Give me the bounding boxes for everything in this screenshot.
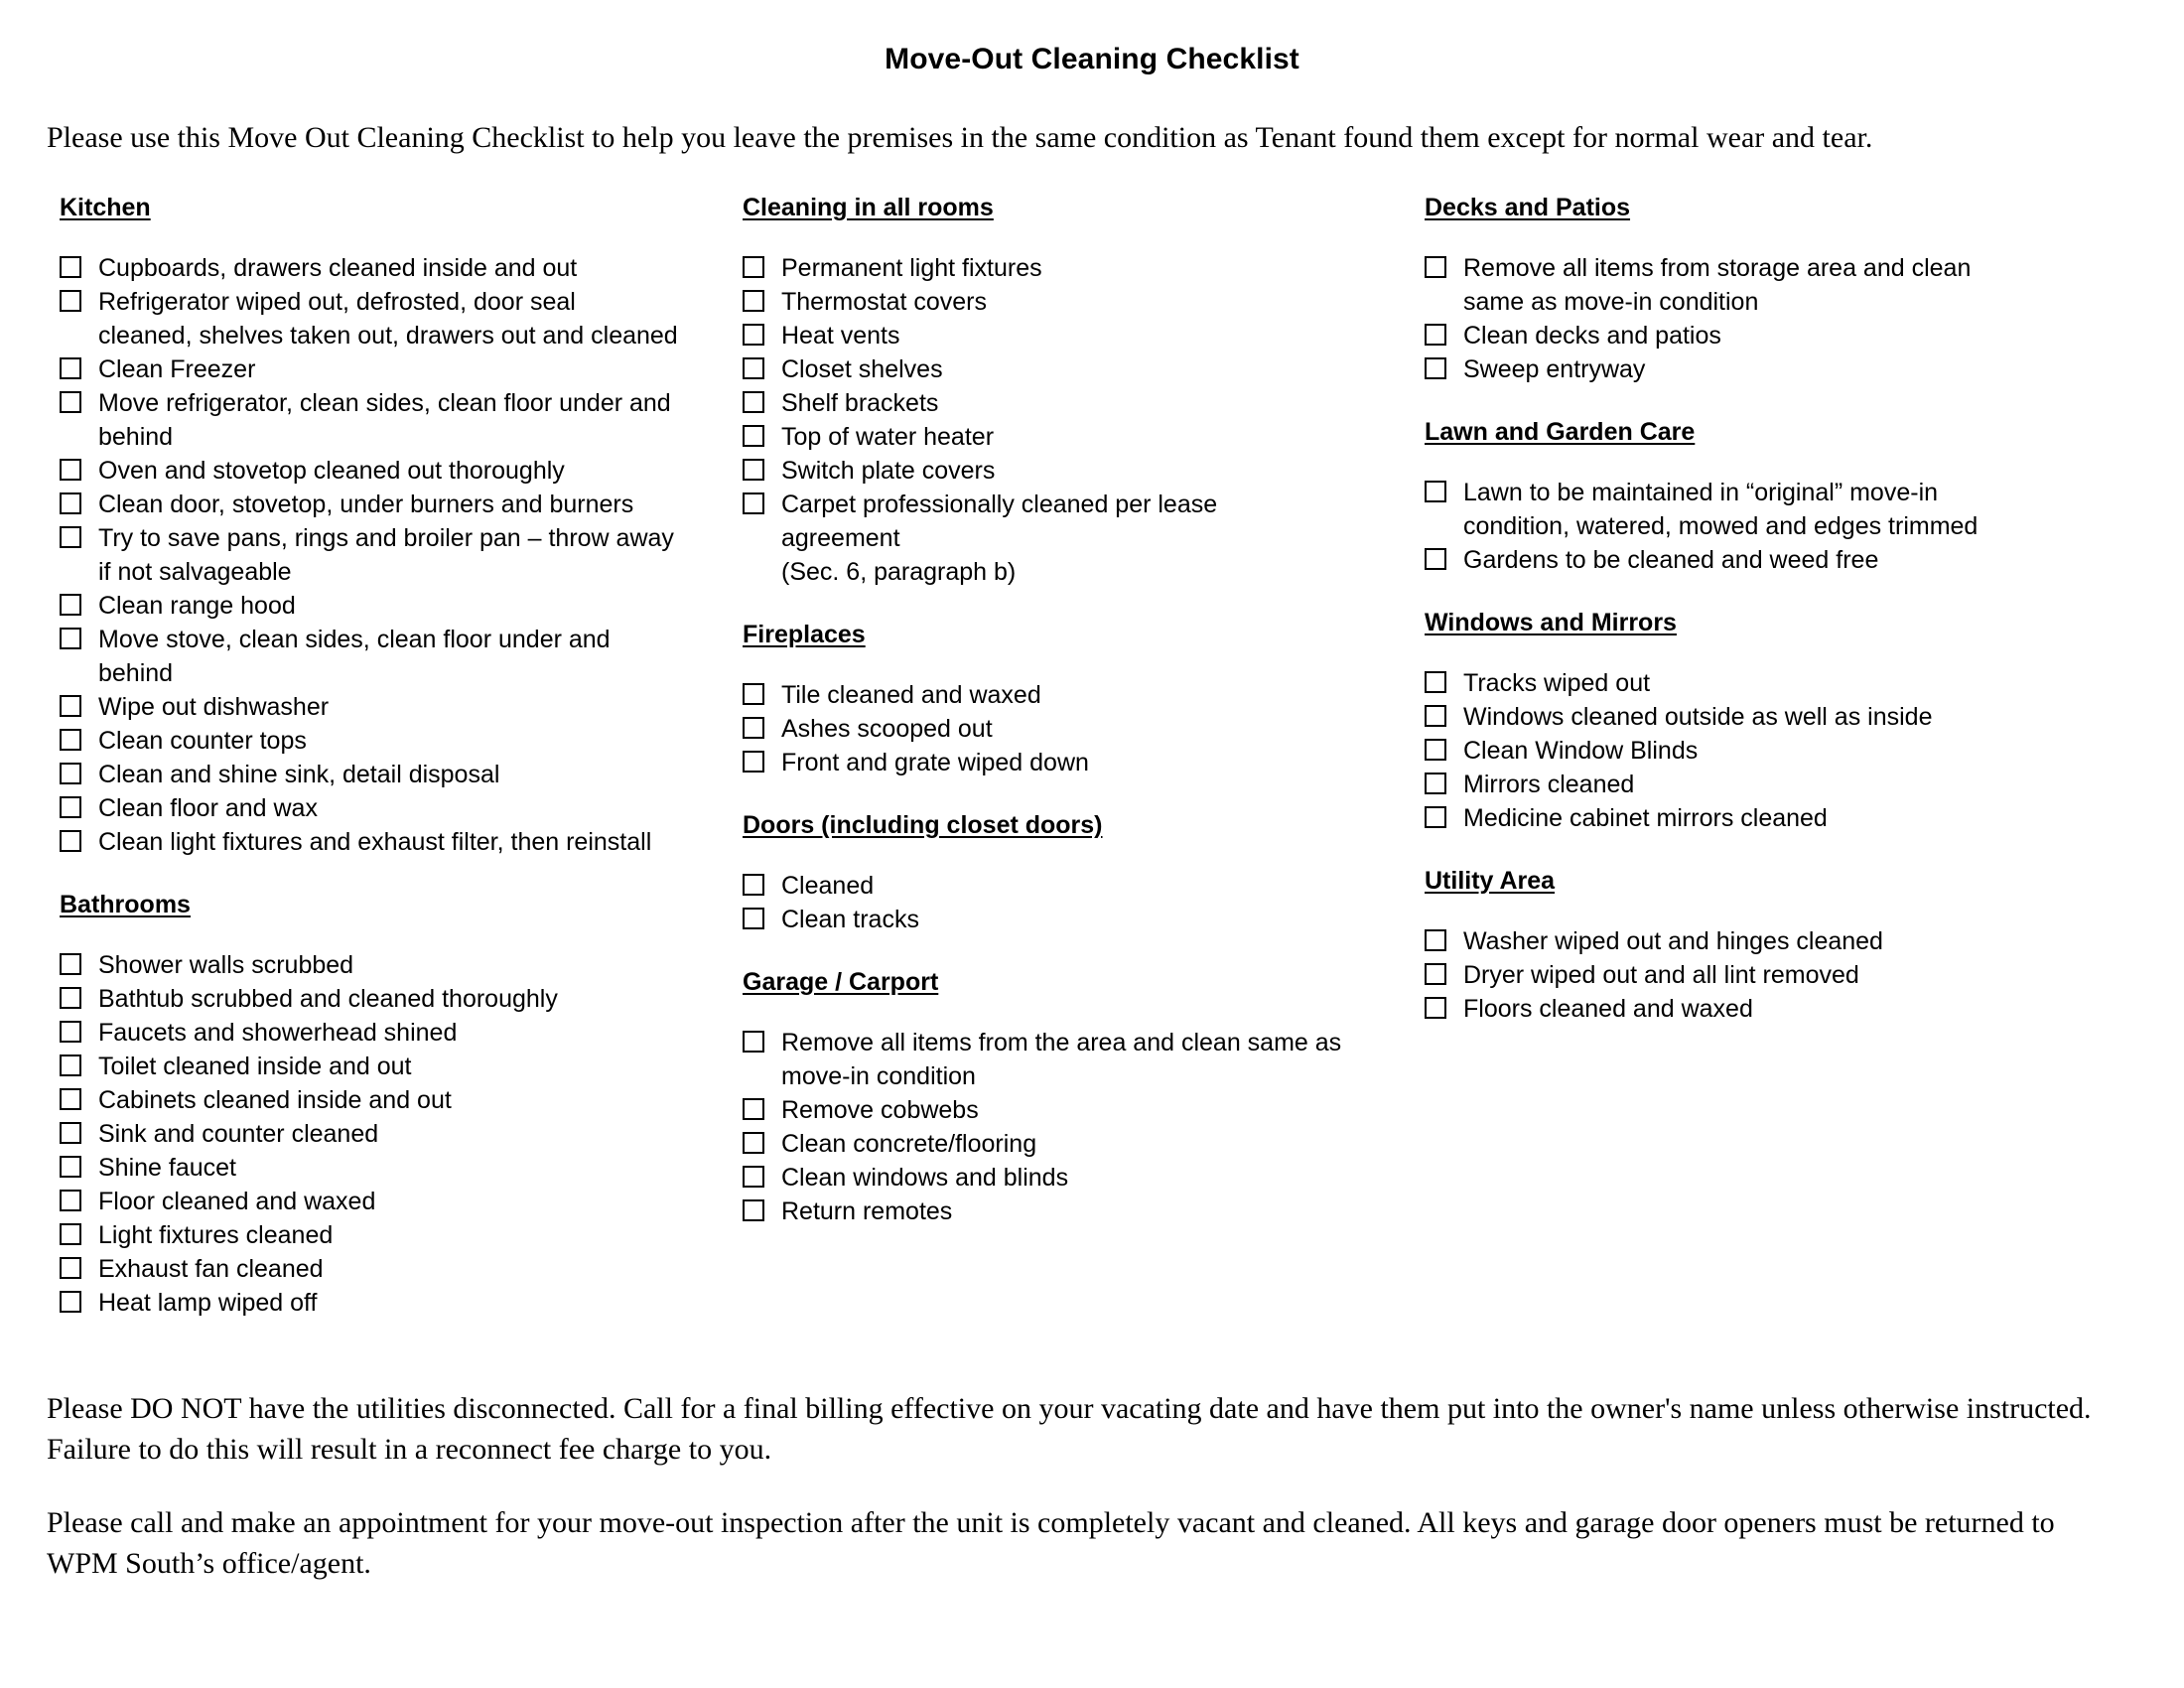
checklist-item-label: Cleaned [781, 872, 875, 900]
checklist-item[interactable] [60, 488, 735, 521]
checkbox-icon[interactable] [743, 492, 764, 514]
checklist-item-label: Medicine cabinet mirrors cleaned [1463, 804, 1828, 832]
checklist-item-label: Move refrigerator, clean sides, clean floor under and [98, 389, 671, 417]
checklist-items [60, 948, 735, 1320]
checkbox-icon[interactable] [60, 1190, 81, 1211]
checklist-item-label: Closet shelves [781, 355, 943, 383]
checkbox-icon[interactable] [1425, 739, 1446, 761]
checkbox-icon[interactable] [60, 492, 81, 514]
checklist-item[interactable] [60, 690, 735, 724]
checklist-item-label: Try to save pans, rings and broiler pan – throw away [98, 524, 674, 552]
checklist-item-label: Move stove, clean sides, clean floor under and [98, 626, 611, 653]
section-heading-decks-and-patios: Decks and Patios [1425, 194, 1631, 221]
checkbox-icon[interactable] [743, 357, 764, 379]
checklist-item-label: Clean concrete/flooring [781, 1130, 1037, 1158]
checklist-section-kitchen [60, 194, 735, 859]
continuation-spacer [743, 521, 764, 522]
checklist-item-label: Tracks wiped out [1463, 669, 1651, 697]
checkbox-icon[interactable] [1425, 256, 1446, 278]
checklist-item-label: Ashes scooped out [781, 715, 993, 743]
checkbox-icon[interactable] [743, 1199, 764, 1221]
checklist-item-continuation [743, 521, 1418, 555]
checklist-item-label: Sink and counter cleaned [98, 1120, 379, 1148]
checklist-section-bathrooms [60, 891, 735, 1320]
checklist-item-label: Remove cobwebs [781, 1096, 979, 1124]
checklist-item-label: Lawn to be maintained in “original” move-in [1463, 479, 1939, 506]
checklist-item-label: Wipe out dishwasher [98, 693, 330, 721]
checkbox-icon[interactable] [743, 908, 764, 929]
checklist-item[interactable] [60, 285, 735, 319]
checklist-item-label: Tile cleaned and waxed [781, 681, 1041, 709]
checklist-section-windows-and-mirrors [1425, 609, 2119, 835]
inspection-notice-paragraph: Please call and make an appointment for your move-out inspection after the unit is completely vacant and cleaned. All keys and garage door openers must be returned to WPM South’s office/agent. [47, 1506, 2055, 1580]
checklist-item-label: Remove all items from storage area and clean [1463, 254, 1972, 282]
checklist-item-label: Carpet professionally cleaned per lease [781, 491, 1218, 518]
checklist-item-label: Toilet cleaned inside and out [98, 1053, 412, 1080]
checklist-item-label: Bathtub scrubbed and cleaned thoroughly [98, 985, 558, 1013]
checklist-item-label: Clean decks and patios [1463, 322, 1721, 350]
section-heading-row [1425, 418, 2119, 446]
checkbox-icon[interactable] [60, 357, 81, 379]
checklist-item[interactable] [743, 1026, 1418, 1059]
checkbox-icon[interactable] [60, 830, 81, 852]
section-heading-fireplaces: Fireplaces [743, 621, 866, 648]
checklist-item[interactable] [743, 251, 1418, 285]
checklist-item-label: Clean light fixtures and exhaust filter, then reinstall [98, 828, 652, 856]
checkbox-icon[interactable] [743, 256, 764, 278]
checklist-item[interactable] [743, 1161, 1418, 1195]
checkbox-icon[interactable] [60, 796, 81, 818]
checklist-item-label: Sweep entryway [1463, 355, 1646, 383]
checkbox-icon[interactable] [743, 1166, 764, 1188]
checkbox-icon[interactable] [60, 763, 81, 784]
intro-paragraph: Please use this Move Out Cleaning Checklist to help you leave the premises in the same condition as Tenant found them except for normal wear and tear. [47, 121, 1873, 154]
checkbox-icon[interactable] [1425, 963, 1446, 985]
checklist-items [1425, 251, 2119, 386]
checklist-section-lawn-and-garden-care [1425, 418, 2119, 577]
checklist-item[interactable] [743, 488, 1418, 521]
checkbox-icon[interactable] [60, 628, 81, 649]
checkbox-icon[interactable] [1425, 806, 1446, 828]
checklist-item-continuation-label: cleaned, shelves taken out, drawers out and cleaned [98, 322, 678, 350]
checklist-section-utility-area [1425, 867, 2119, 1026]
checklist-item-label: Clean and shine sink, detail disposal [98, 761, 500, 788]
checklist-item-continuation-label: if not salvageable [98, 558, 292, 586]
checklist-item[interactable] [743, 454, 1418, 488]
checklist-item[interactable] [743, 285, 1418, 319]
checklist-item[interactable] [1425, 543, 2119, 577]
checklist-item-label: Return remotes [781, 1197, 953, 1225]
checklist-item[interactable] [60, 454, 735, 488]
checklist-item[interactable] [60, 352, 735, 386]
checkbox-icon[interactable] [60, 290, 81, 312]
checkbox-icon[interactable] [743, 391, 764, 413]
checklist-item[interactable] [1425, 924, 2119, 958]
checklist-item[interactable] [60, 1050, 735, 1083]
checkbox-icon[interactable] [1425, 671, 1446, 693]
section-heading-doors-including-closet-doors: Doors (including closet doors) [743, 811, 1103, 839]
checkbox-icon[interactable] [743, 1132, 764, 1154]
section-heading-row [743, 194, 1418, 221]
section-heading-utility-area: Utility Area [1425, 867, 1556, 895]
checklist-item[interactable] [743, 1127, 1418, 1161]
continuation-spacer [743, 1059, 764, 1060]
checklist-item[interactable] [60, 948, 735, 982]
continuation-spacer [60, 319, 81, 320]
checklist-item-label: Light fixtures cleaned [98, 1221, 334, 1249]
checklist-item-label: Clean Window Blinds [1463, 737, 1699, 765]
checklist-item-label: Clean counter tops [98, 727, 307, 755]
checklist-items [1425, 666, 2119, 835]
checkbox-icon[interactable] [743, 874, 764, 896]
section-heading-row [1425, 194, 2119, 221]
section-heading-row [1425, 867, 2119, 895]
checklist-item[interactable] [60, 1252, 735, 1286]
checklist-item[interactable] [60, 623, 735, 656]
checklist-section-doors-including-closet-doors [743, 811, 1418, 936]
checklist-item[interactable] [60, 1117, 735, 1151]
checklist-item-label: Switch plate covers [781, 457, 996, 485]
checklist-item-continuation-label: behind [98, 659, 174, 687]
checklist-item[interactable] [743, 746, 1418, 779]
checklist-item[interactable] [1425, 352, 2119, 386]
checkbox-icon[interactable] [743, 290, 764, 312]
checklist-item-label: Permanent light fixtures [781, 254, 1042, 282]
checkbox-icon[interactable] [743, 425, 764, 447]
checkbox-icon[interactable] [60, 459, 81, 481]
checklist-items [743, 678, 1418, 779]
checklist-item-label: Clean range hood [98, 592, 296, 620]
checklist-item[interactable] [60, 1016, 735, 1050]
checklist-item-label: Shelf brackets [781, 389, 939, 417]
checklist-item[interactable] [60, 1286, 735, 1320]
checklist-item-continuation-label: same as move-in condition [1463, 288, 1759, 316]
checklist-item[interactable] [743, 1195, 1418, 1228]
checklist-items [743, 1026, 1418, 1228]
checklist-item[interactable] [1425, 734, 2119, 768]
checklist-section-fireplaces [743, 621, 1418, 779]
checklist-section-cleaning-in-all-rooms [743, 194, 1418, 589]
checklist-item-label: Shine faucet [98, 1154, 236, 1182]
checklist-item[interactable] [743, 712, 1418, 746]
checklist-item[interactable] [60, 1218, 735, 1252]
checklist-item[interactable] [60, 724, 735, 758]
checklist-item-continuation-label: (Sec. 6, paragraph b) [781, 558, 1017, 586]
continuation-spacer [60, 420, 81, 421]
checkbox-icon[interactable] [60, 594, 81, 616]
checklist-section-decks-and-patios [1425, 194, 2119, 386]
section-heading-row [60, 194, 735, 221]
checkbox-icon[interactable] [60, 1223, 81, 1245]
checklist-item-continuation [60, 319, 735, 352]
checklist-item[interactable] [1425, 476, 2119, 509]
section-heading-lawn-and-garden-care: Lawn and Garden Care [1425, 418, 1696, 446]
checklist-item-label: Shower walls scrubbed [98, 951, 354, 979]
checklist-item-label: Mirrors cleaned [1463, 771, 1635, 798]
checklist-item-label: Washer wiped out and hinges cleaned [1463, 927, 1883, 955]
checklist-item[interactable] [60, 386, 735, 420]
checkbox-icon[interactable] [743, 1098, 764, 1120]
checkbox-icon[interactable] [60, 526, 81, 548]
checklist-section-garage-carport [743, 968, 1418, 1228]
checklist-item[interactable] [60, 1083, 735, 1117]
section-heading-cleaning-in-all-rooms: Cleaning in all rooms [743, 194, 994, 221]
section-heading-garage-carport: Garage / Carport [743, 968, 939, 996]
checkbox-icon[interactable] [743, 459, 764, 481]
checklist-item[interactable] [60, 1185, 735, 1218]
section-heading-row [60, 891, 735, 918]
checklist-item[interactable] [743, 319, 1418, 352]
checklist-item-continuation-label: condition, watered, mowed and edges trimmed [1463, 512, 1979, 540]
checkbox-icon[interactable] [60, 953, 81, 975]
checklist-item-label: Floor cleaned and waxed [98, 1188, 376, 1215]
section-heading-row [743, 621, 1418, 648]
checklist-column-3 [1425, 194, 2119, 1026]
checkbox-icon[interactable] [743, 717, 764, 739]
checklist-item-label: Clean door, stovetop, under burners and burners [98, 491, 634, 518]
section-heading-windows-and-mirrors: Windows and Mirrors [1425, 609, 1677, 636]
checklist-item[interactable] [1425, 319, 2119, 352]
checklist-item[interactable] [60, 1151, 735, 1185]
continuation-spacer [1425, 285, 1446, 286]
checkbox-icon[interactable] [1425, 929, 1446, 951]
checkbox-icon[interactable] [60, 391, 81, 413]
checklist-item-label: Clean Freezer [98, 355, 256, 383]
checklist-item[interactable] [60, 791, 735, 825]
checklist-item[interactable] [60, 758, 735, 791]
checkbox-icon[interactable] [60, 987, 81, 1009]
checkbox-icon[interactable] [743, 324, 764, 346]
checklist-item[interactable] [1425, 666, 2119, 700]
checklist-items [1425, 924, 2119, 1026]
checklist-item-continuation [60, 555, 735, 589]
checklist-item[interactable] [1425, 251, 2119, 285]
checkbox-icon[interactable] [60, 695, 81, 717]
checklist-item-continuation [60, 656, 735, 690]
checklist-item-continuation [743, 1059, 1418, 1093]
checklist-item-label: Refrigerator wiped out, defrosted, door seal [98, 288, 576, 316]
checkbox-icon[interactable] [60, 1291, 81, 1313]
checklist-item-continuation [743, 555, 1418, 589]
page-title: Move-Out Cleaning Checklist [885, 43, 1299, 75]
checklist-item[interactable] [60, 589, 735, 623]
checklist-item-label: Gardens to be cleaned and weed free [1463, 546, 1879, 574]
checklist-item-label: Clean windows and blinds [781, 1164, 1069, 1192]
checklist-item[interactable] [60, 521, 735, 555]
checkbox-icon[interactable] [1425, 548, 1446, 570]
checklist-item-label: Cabinets cleaned inside and out [98, 1086, 452, 1114]
checkbox-icon[interactable] [60, 1055, 81, 1076]
checklist-item-label: Heat vents [781, 322, 900, 350]
section-heading-row [743, 968, 1418, 996]
checklist-item[interactable] [743, 386, 1418, 420]
checkbox-icon[interactable] [743, 683, 764, 705]
checklist-items [1425, 476, 2119, 577]
checklist-item[interactable] [743, 678, 1418, 712]
checkbox-icon[interactable] [1425, 773, 1446, 794]
utilities-notice-paragraph: Please DO NOT have the utilities disconnected. Call for a final billing effective on your vacating date and have them put into the owner's name unless otherwise instructed. Failure to do this will result in a reconnect fee charge to you. [47, 1392, 2092, 1466]
section-heading-bathrooms: Bathrooms [60, 891, 191, 918]
continuation-spacer [743, 555, 764, 556]
checkbox-icon[interactable] [60, 1122, 81, 1144]
checkbox-icon[interactable] [60, 1088, 81, 1110]
checkbox-icon[interactable] [1425, 324, 1446, 346]
checklist-item-label: Top of water heater [781, 423, 995, 451]
checkbox-icon[interactable] [60, 256, 81, 278]
checklist-items [743, 869, 1418, 936]
checklist-item[interactable] [743, 1093, 1418, 1127]
checkbox-icon[interactable] [743, 1031, 764, 1053]
checklist-items [60, 251, 735, 859]
checklist-item-label: Front and grate wiped down [781, 749, 1089, 776]
checklist-column-2 [743, 194, 1418, 1228]
checklist-item-label: Exhaust fan cleaned [98, 1255, 324, 1283]
checklist-item[interactable] [1425, 801, 2119, 835]
checkbox-icon[interactable] [743, 751, 764, 773]
continuation-spacer [60, 656, 81, 657]
checkbox-icon[interactable] [60, 1257, 81, 1279]
checkbox-icon[interactable] [60, 1021, 81, 1043]
checklist-item-label: Oven and stovetop cleaned out thoroughly [98, 457, 565, 485]
checklist-item[interactable] [743, 869, 1418, 903]
checklist-item[interactable] [1425, 992, 2119, 1026]
checklist-item[interactable] [743, 903, 1418, 936]
checklist-column-1 [60, 194, 735, 1320]
checklist-item[interactable] [60, 825, 735, 859]
checklist-item-label: Heat lamp wiped off [98, 1289, 318, 1317]
checklist-item-continuation [60, 420, 735, 454]
checklist-item-label: Windows cleaned outside as well as inside [1463, 703, 1933, 731]
checklist-item-continuation [1425, 509, 2119, 543]
checklist-item[interactable] [743, 420, 1418, 454]
checklist-item-continuation-label: agreement [781, 524, 900, 552]
checklist-item[interactable] [743, 352, 1418, 386]
checkbox-icon[interactable] [1425, 997, 1446, 1019]
checklist-item-continuation [1425, 285, 2119, 319]
checklist-item-label: Faucets and showerhead shined [98, 1019, 458, 1047]
checklist-item-continuation-label: move-in condition [781, 1062, 976, 1090]
checklist-item-label: Floors cleaned and waxed [1463, 995, 1753, 1023]
checkbox-icon[interactable] [1425, 357, 1446, 379]
checklist-item-label: Thermostat covers [781, 288, 988, 316]
checkbox-icon[interactable] [1425, 481, 1446, 502]
checkbox-icon[interactable] [60, 1156, 81, 1178]
checklist-item-label: Remove all items from the area and clean same as [781, 1029, 1342, 1056]
checklist-item-label: Clean floor and wax [98, 794, 318, 822]
checklist-item[interactable] [1425, 958, 2119, 992]
checklist-item-continuation-label: behind [98, 423, 174, 451]
checklist-item[interactable] [1425, 768, 2119, 801]
continuation-spacer [1425, 509, 1446, 510]
checklist-item[interactable] [60, 251, 735, 285]
checklist-items [743, 251, 1418, 589]
continuation-spacer [60, 555, 81, 556]
checklist-item[interactable] [1425, 700, 2119, 734]
checklist-item[interactable] [60, 982, 735, 1016]
section-heading-row [743, 811, 1418, 839]
checklist-item-label: Cupboards, drawers cleaned inside and out [98, 254, 578, 282]
checklist-item-label: Clean tracks [781, 906, 919, 933]
checklist-item-label: Dryer wiped out and all lint removed [1463, 961, 1859, 989]
section-heading-kitchen: Kitchen [60, 194, 151, 221]
checkbox-icon[interactable] [60, 729, 81, 751]
section-heading-row [1425, 609, 2119, 636]
checkbox-icon[interactable] [1425, 705, 1446, 727]
